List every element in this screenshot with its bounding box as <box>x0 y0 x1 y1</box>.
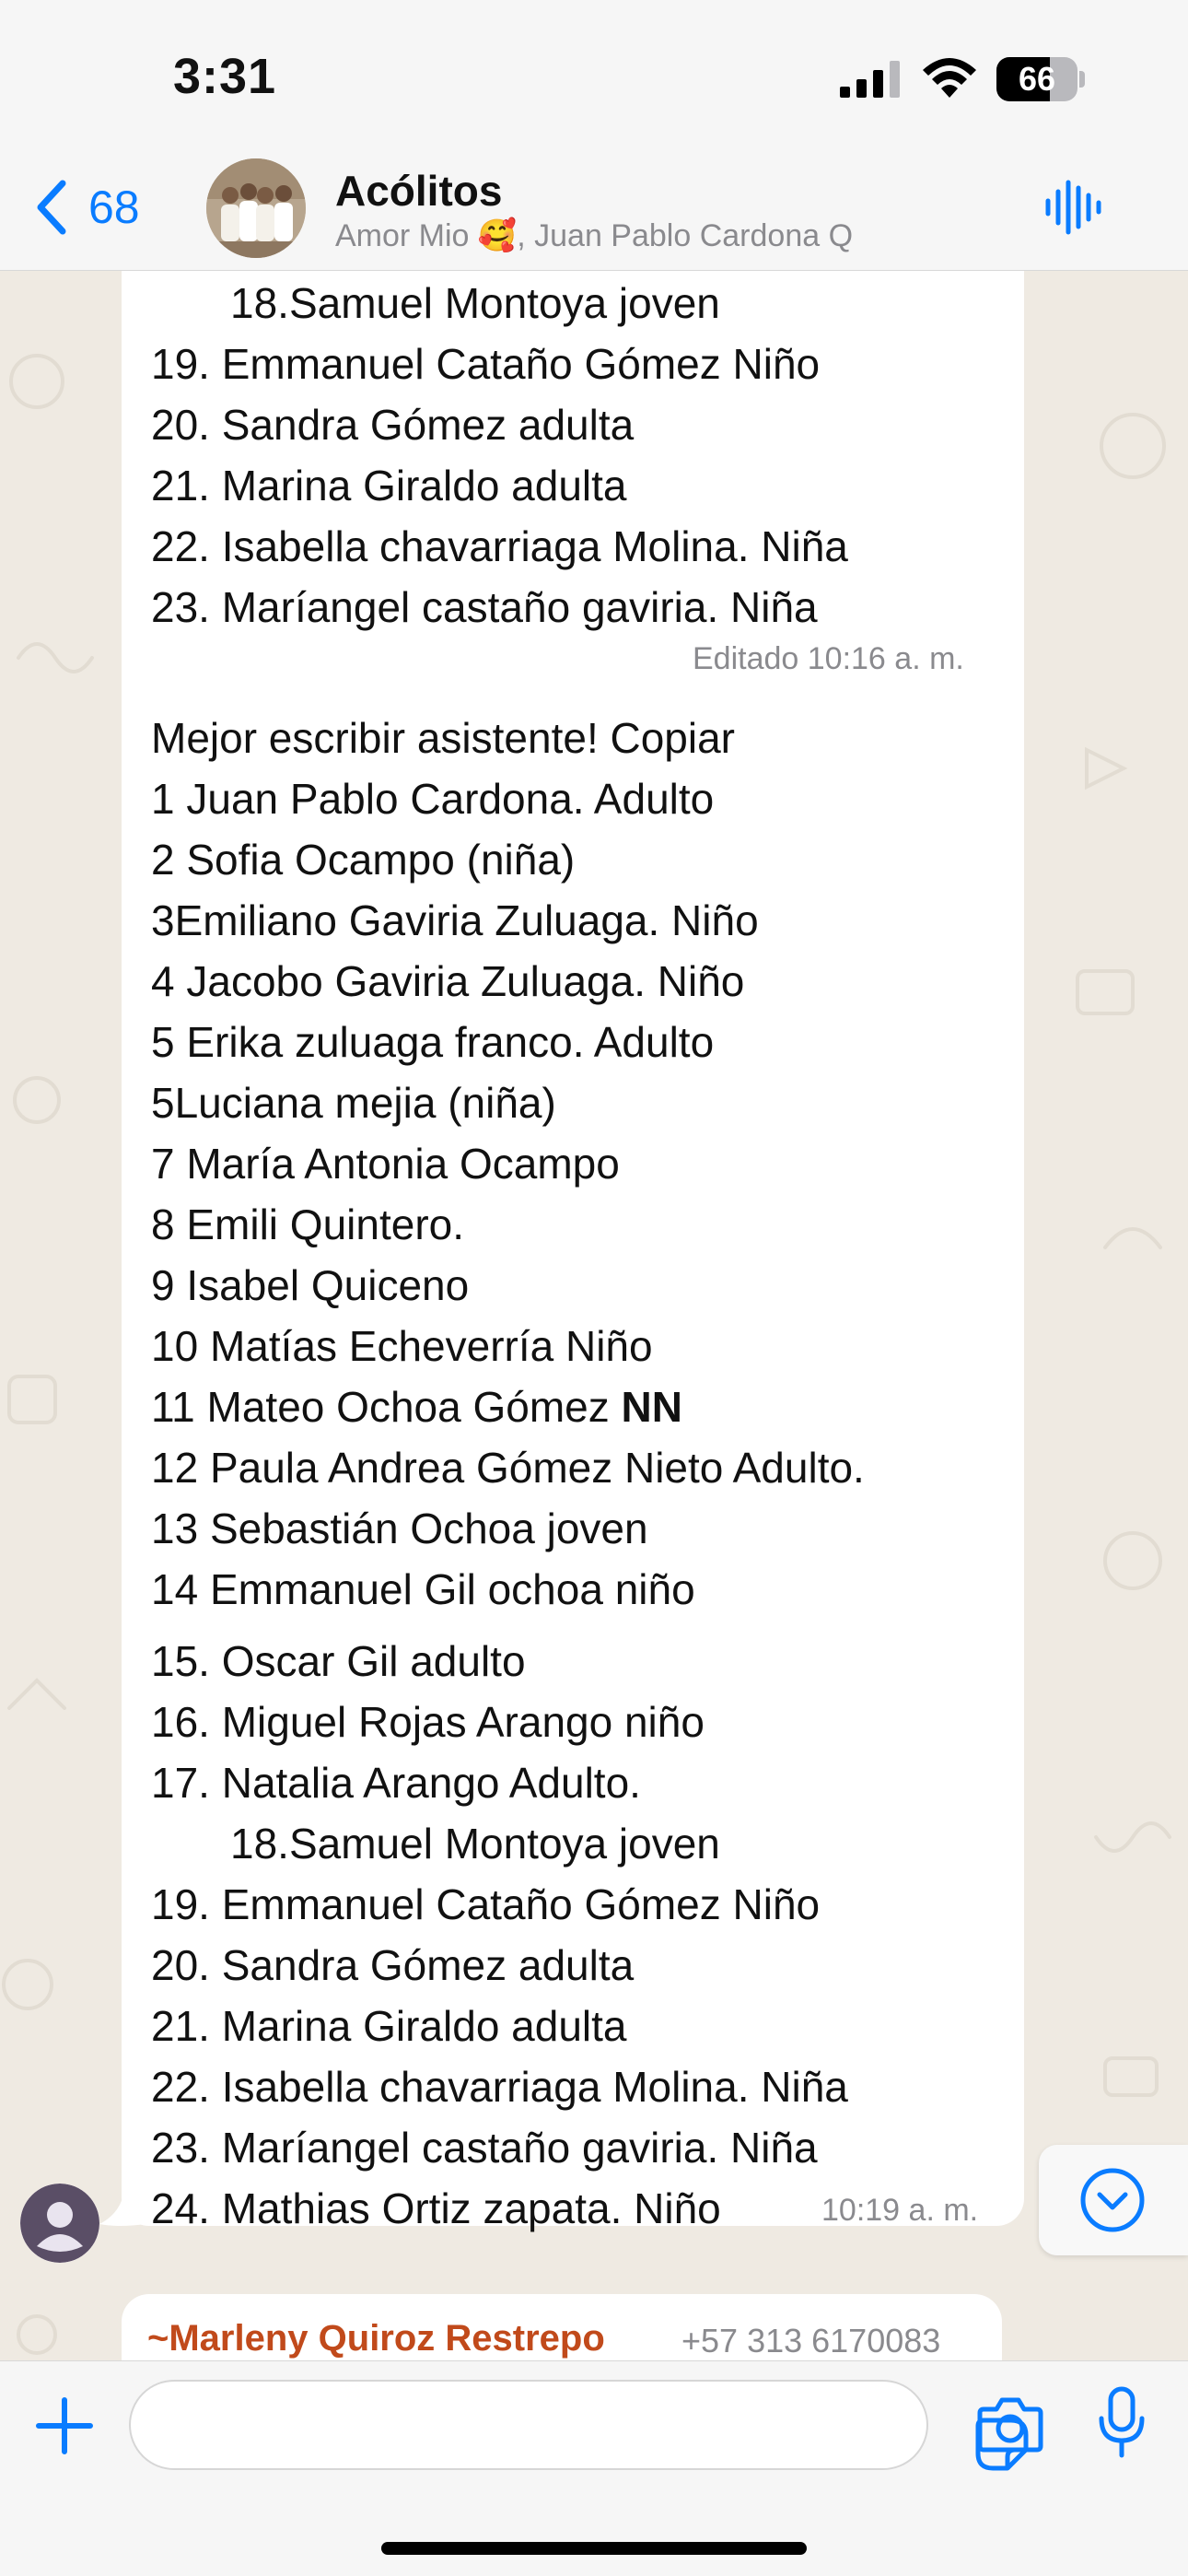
chat-members: Amor Mio 🥰, Juan Pablo Cardona Q <box>335 218 854 253</box>
message-line: 5Luciana mejia (niña) <box>151 1079 556 1127</box>
message-line: 23. Maríangel castaño gaviria. Niña <box>151 2124 818 2172</box>
message-line: 21. Marina Giraldo adulta <box>151 2002 627 2050</box>
message-timestamp: Editado 10:16 a. m. <box>693 641 964 676</box>
message-input[interactable] <box>129 2380 928 2470</box>
scroll-to-bottom-button[interactable] <box>1039 2145 1188 2255</box>
status-bar <box>0 0 1188 147</box>
unread-count: 68 <box>88 181 140 233</box>
message-line: 13 Sebastián Ochoa joven <box>151 1505 648 1552</box>
bold-text: NN <box>621 1383 682 1431</box>
message-timestamp: 10:19 a. m. <box>821 2193 979 2228</box>
message-line: 20. Sandra Gómez adulta <box>151 401 635 449</box>
message-line: Mejor escribir asistente! Copiar <box>151 714 736 762</box>
message-line: 1 Juan Pablo Cardona. Adulto <box>151 775 715 823</box>
message-line: 15. Oscar Gil adulto <box>151 1637 526 1685</box>
message-line: 20. Sandra Gómez adulta <box>151 1941 635 1989</box>
message-line: 8 Emili Quintero. <box>151 1200 465 1248</box>
message-line: 23. Maríangel castaño gaviria. Niña <box>151 583 818 631</box>
chat-title[interactable]: Acólitos <box>335 167 503 215</box>
message-line: 24. Mathias Ortiz zapata. Niño <box>151 2184 721 2232</box>
microphone-icon[interactable] <box>1096 2385 1147 2459</box>
plus-icon[interactable] <box>33 2395 96 2457</box>
camera-icon[interactable] <box>976 2395 1044 2455</box>
wifi-icon <box>921 57 978 100</box>
bubble-tail <box>99 2187 146 2228</box>
message-bubble[interactable] <box>122 695 1024 2232</box>
message-line: 5 Erika zuluaga franco. Adulto <box>151 1018 715 1066</box>
home-indicator[interactable] <box>381 2542 807 2555</box>
message-line: 14 Emmanuel Gil ochoa niño <box>151 1565 695 1613</box>
message-line: 4 Jacobo Gaviria Zuluaga. Niño <box>151 957 745 1005</box>
sender-phone: +57 313 6170083 <box>681 2322 941 2359</box>
back-button[interactable] <box>33 175 140 240</box>
message-line: 19. Emmanuel Cataño Gómez Niño <box>151 1880 821 1928</box>
compose-bar <box>0 2360 1188 2576</box>
message-list[interactable] <box>0 271 1188 2360</box>
cellular-signal-icon <box>840 61 903 98</box>
status-time: 3:31 <box>173 49 277 104</box>
audio-chat-icon[interactable] <box>1041 175 1105 240</box>
message-line: 9 Isabel Quiceno <box>151 1261 470 1309</box>
message-line: 10 Matías Echeverría Niño <box>151 1322 653 1370</box>
message-line: 16. Miguel Rojas Arango niño <box>151 1698 705 1746</box>
sender-avatar[interactable] <box>20 2184 99 2263</box>
message-line-text: 11 Mateo Ochoa Gómez <box>151 1383 622 1431</box>
chevron-down-icon <box>1079 2167 1146 2233</box>
message-line <box>151 1382 682 1432</box>
message-line: 17. Natalia Arango Adulto. <box>151 1759 641 1807</box>
group-avatar[interactable] <box>206 158 306 258</box>
sender-name[interactable]: ~Marleny Quiroz Restrepo <box>147 2318 605 2359</box>
chevron-left-icon <box>33 180 70 235</box>
battery-icon <box>996 57 1085 101</box>
message-line: 3Emiliano Gaviria Zuluaga. Niño <box>151 896 759 944</box>
message-line: 22. Isabella chavarriaga Molina. Niña <box>151 2063 848 2111</box>
message-line: 18.Samuel Montoya joven <box>230 279 720 327</box>
message-line: 12 Paula Andrea Gómez Nieto Adulto. <box>151 1444 865 1492</box>
battery-percentage: 66 <box>1018 60 1056 98</box>
message-line: 21. Marina Giraldo adulta <box>151 462 627 509</box>
message-line: 18.Samuel Montoya joven <box>230 1820 720 1868</box>
message-line: 19. Emmanuel Cataño Gómez Niño <box>151 340 821 388</box>
chat-header <box>0 147 1188 271</box>
message-line: 7 María Antonia Ocampo <box>151 1140 620 1188</box>
message-line: 2 Sofia Ocampo (niña) <box>151 836 576 884</box>
message-line: 22. Isabella chavarriaga Molina. Niña <box>151 522 848 570</box>
